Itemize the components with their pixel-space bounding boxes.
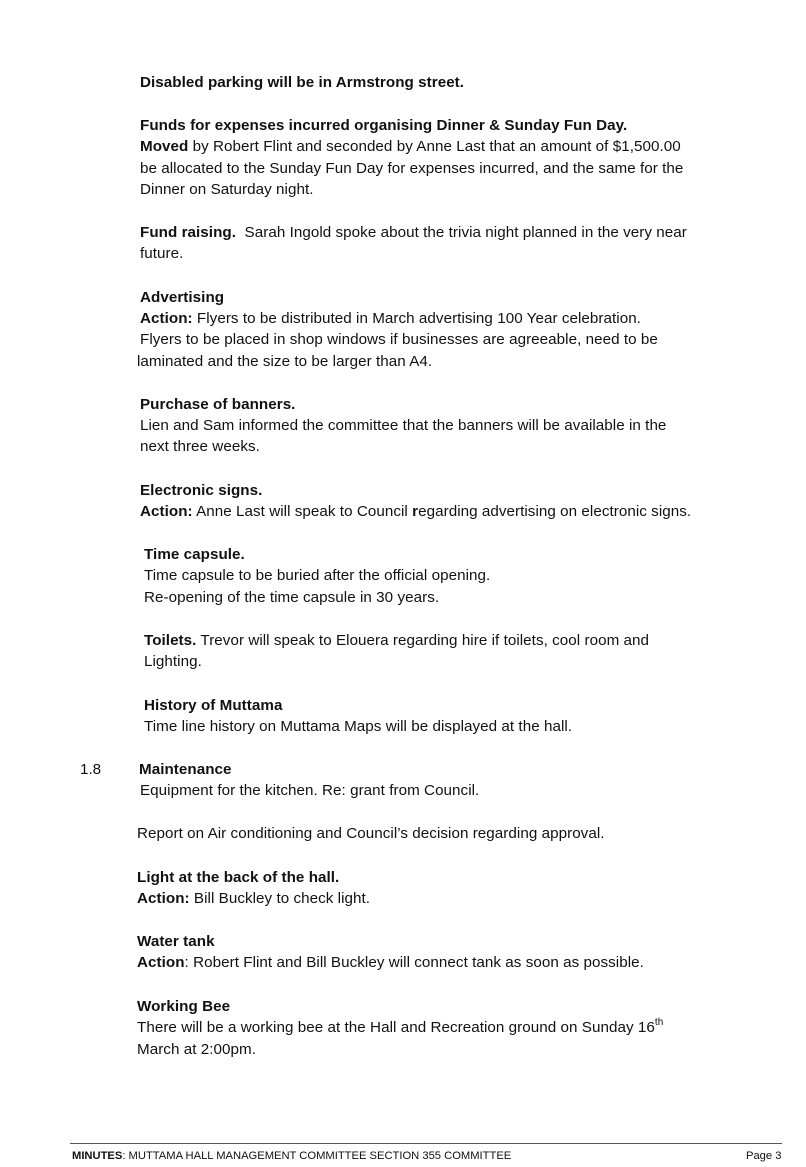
footer-title — [72, 1149, 511, 1163]
maintenance-line-1: Equipment for the kitchen. Re: grant from Council. — [140, 782, 480, 799]
history-heading: History of Muttama — [144, 697, 283, 714]
funds-motion-line-3: Dinner on Saturday night. — [140, 181, 314, 198]
electronic-signs-bold-r: r — [412, 503, 419, 520]
working-bee-heading: Working Bee — [137, 998, 231, 1015]
light-action-line — [137, 889, 370, 909]
advertising-heading: Advertising — [140, 289, 225, 306]
footer-text: : MUTTAMA HALL MANAGEMENT COMMITTEE SECTION 355 COMMITTEE — [122, 1150, 512, 1162]
time-capsule-heading: Time capsule. — [144, 546, 245, 563]
advertising-line-3: laminated and the size to be larger than A4. — [137, 353, 433, 370]
time-capsule-line-1: Time capsule to be buried after the official opening. — [144, 567, 491, 584]
toilets-line-1 — [144, 631, 649, 651]
maintenance-heading: Maintenance — [139, 761, 232, 778]
working-bee-line-1 — [137, 1018, 663, 1038]
water-tank-action-text: : Robert Flint and Bill Buckley will connect tank as soon as possible. — [184, 954, 644, 971]
funds-motion-line-2: be allocated to the Sunday Fun Day for expenses incurred, and the same for the — [140, 160, 684, 177]
time-capsule-line-2: Re-opening of the time capsule in 30 years. — [144, 589, 440, 606]
moved-label: Moved — [140, 138, 189, 155]
fund-raising-line-1 — [140, 223, 687, 243]
banners-line-1: Lien and Sam informed the committee that the banners will be available in the — [140, 417, 667, 434]
electronic-signs-text-a: Anne Last will speak to Council — [192, 503, 413, 520]
action-label: Action: — [140, 310, 193, 327]
footer-label: MINUTES — [72, 1150, 123, 1162]
water-tank-heading: Water tank — [137, 933, 215, 950]
fund-raising-text: Sarah Ingold spoke about the trivia night planned in the very near — [236, 224, 687, 241]
electronic-signs-heading: Electronic signs. — [140, 482, 263, 499]
advertising-action-text: Flyers to be distributed in March advertising 100 Year celebration. — [192, 310, 641, 327]
maintenance-line-2: Report on Air conditioning and Council’s decision regarding approval. — [137, 825, 605, 842]
advertising-action-line — [140, 309, 641, 329]
ordinal-suffix: th — [654, 1016, 664, 1028]
electronic-signs-action-line — [140, 502, 691, 522]
toilets-text: Trevor will speak to Elouera regarding hire if toilets, cool room and — [196, 632, 650, 649]
fund-raising-heading: Fund raising. — [140, 224, 236, 241]
banners-line-2: next three weeks. — [140, 438, 260, 455]
footer-divider — [70, 1143, 782, 1144]
funds-motion-line-1 — [140, 137, 681, 157]
disabled-parking-note: Disabled parking will be in Armstrong street. — [140, 74, 465, 91]
toilets-heading: Toilets. — [144, 632, 197, 649]
funds-motion-text: by Robert Flint and seconded by Anne Last that an amount of $1,500.00 — [188, 138, 681, 155]
working-bee-line-2: March at 2:00pm. — [137, 1041, 256, 1058]
water-tank-action-line — [137, 953, 644, 973]
action-label: Action — [137, 954, 185, 971]
funds-heading: Funds for expenses incurred organising Dinner & Sunday Fun Day. — [140, 117, 628, 134]
action-label: Action: — [137, 890, 190, 907]
light-heading: Light at the back of the hall. — [137, 869, 340, 886]
action-label: Action: — [140, 503, 193, 520]
page-number: Page 3 — [746, 1150, 782, 1162]
history-line-1: Time line history on Muttama Maps will be displayed at the hall. — [144, 718, 573, 735]
banners-heading: Purchase of banners. — [140, 396, 296, 413]
section-number: 1.8 — [80, 761, 102, 778]
fund-raising-line-2: future. — [140, 245, 184, 262]
working-bee-text: There will be a working bee at the Hall and Recreation ground on Sunday 16 — [137, 1019, 655, 1036]
toilets-line-2: Lighting. — [144, 653, 202, 670]
advertising-line-2: Flyers to be placed in shop windows if businesses are agreeable, need to be — [140, 331, 658, 348]
electronic-signs-text-b: egarding advertising on electronic signs. — [418, 503, 692, 520]
light-action-text: Bill Buckley to check light. — [189, 890, 371, 907]
